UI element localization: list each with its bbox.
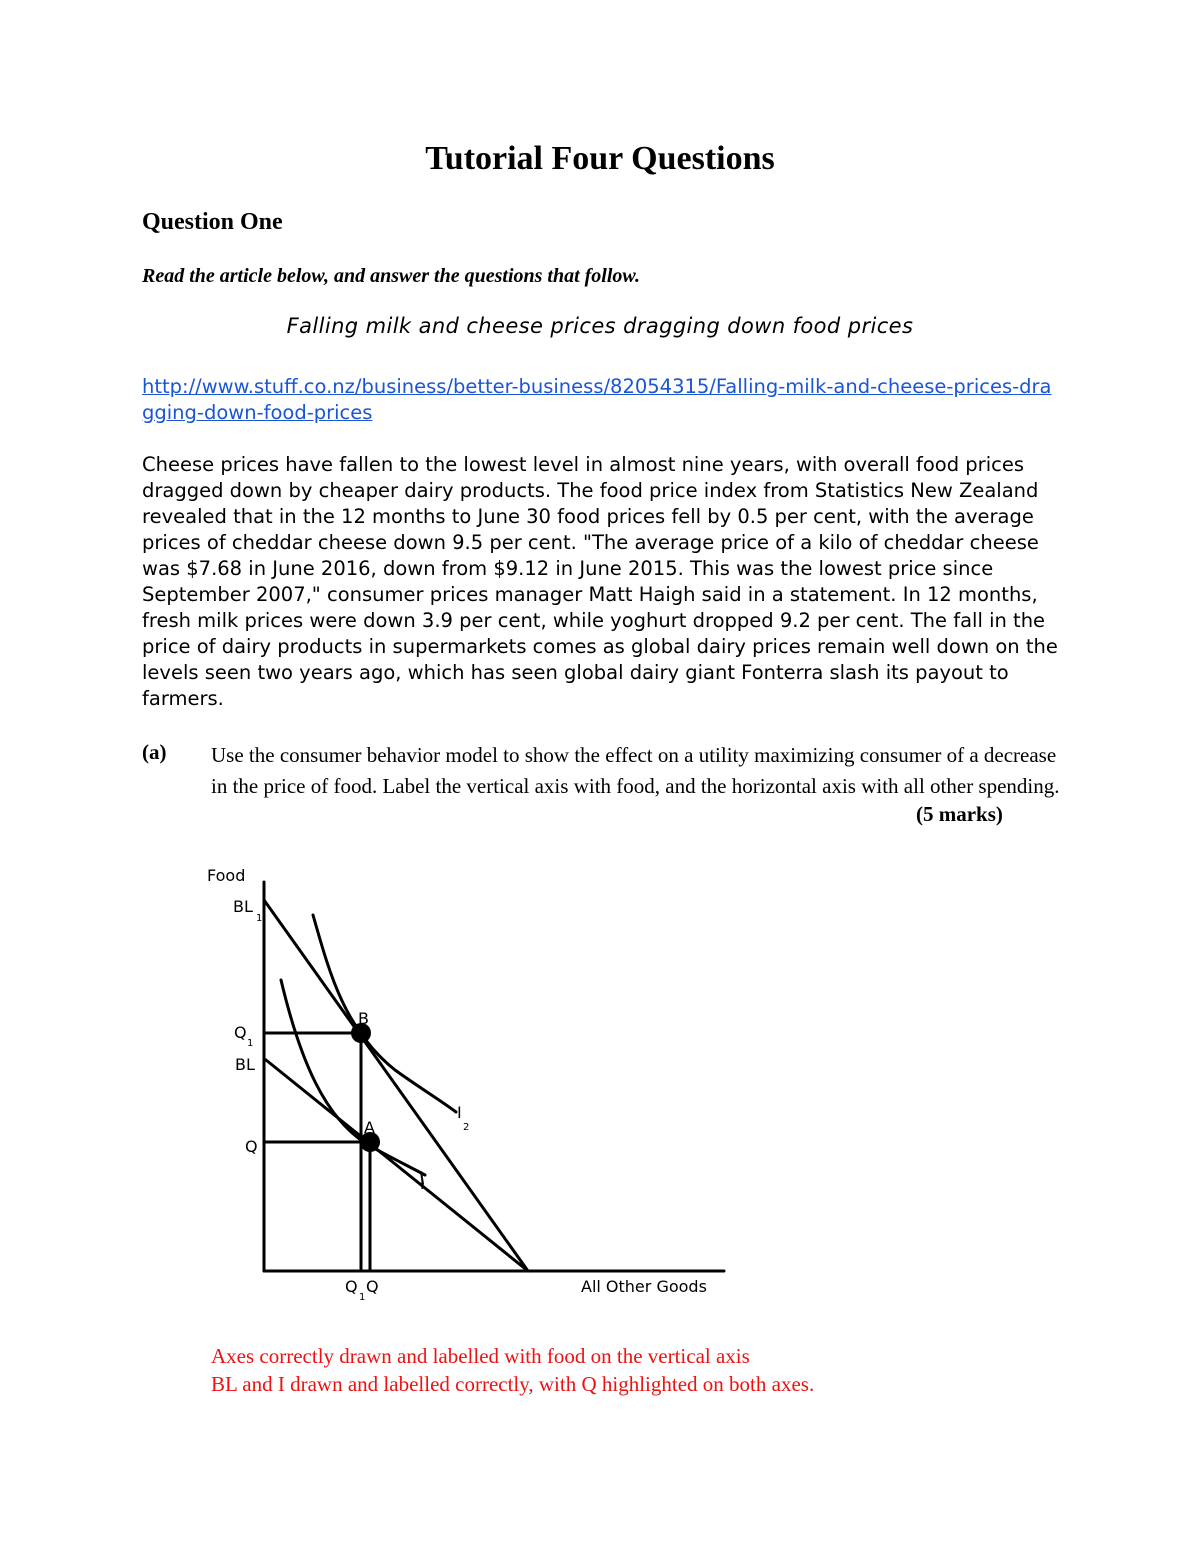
answer-notes <box>211 1342 814 1398</box>
x-q1-subscript: 1 <box>359 1292 366 1303</box>
q1-subscript: 1 <box>247 1038 254 1049</box>
point-a-label: A <box>364 1118 375 1137</box>
question-a-label: (a) <box>142 740 167 764</box>
q-label: Q <box>245 1137 258 1156</box>
bl-label: BL <box>235 1055 255 1074</box>
q1-label: Q <box>234 1023 247 1042</box>
article-body: Cheese prices have fallen to the lowest level in almost nine years, with overall food prices dragged down by cheaper dairy products. The food price index from Statistics New Zealand revealed that in the 12 months to June 30 food prices fell by 0.5 per cent, with the average prices of cheddar cheese down 9.5 per cent. "The average price of a kilo of cheddar cheese was $7.68 in June 2016, down from $9.12 in June 2015. This was the lowest price since September 2007," consumer prices manager Matt Haigh said in a statement. In 12 months, fresh milk prices were down 3.9 per cent, while yoghurt dropped 9.2 per cent. The fall in the price of dairy products in supermarkets comes as global dairy prices remain well down on the levels seen two years ago, which has seen global dairy giant Fonterra slash its payout to farmers. <box>142 453 1058 710</box>
instruction-text: Read the article below, and answer the questions that follow. <box>142 265 641 287</box>
indifference-curve-i2 <box>313 915 456 1112</box>
answer-note-2: BL and I drawn and labelled correctly, with Q highlighted on both axes. <box>211 1372 815 1396</box>
question-a-text: Use the consumer behavior model to show the effect on a utility maximizing consumer of a decrease in the price of food. Label the vertical axis with food, and the horizontal axis with all other spending. <box>211 743 1060 798</box>
y-axis-label: Food <box>207 866 246 885</box>
x-axis-label: All Other Goods <box>581 1277 707 1296</box>
i2-subscript: 2 <box>463 1122 470 1133</box>
question-heading: Question One <box>142 209 283 235</box>
bl1-subscript: 1 <box>256 913 263 924</box>
budget-line-bl <box>266 1060 528 1271</box>
article-link[interactable]: http://www.stuff.co.nz/business/better-business/82054315/Falling-milk-and-cheese-prices-dragging-down-food-prices <box>142 375 1052 424</box>
bl1-label: BL <box>233 897 253 916</box>
marks-label: (5 marks) <box>916 802 1003 826</box>
i2-label: I <box>457 1103 462 1122</box>
x-q1-label: Q <box>345 1277 358 1296</box>
page-title: Tutorial Four Questions <box>425 140 775 177</box>
i-label: I <box>420 1177 425 1193</box>
article-title: Falling milk and cheese prices dragging down food prices <box>286 314 914 338</box>
answer-note-1: Axes correctly drawn and labelled with food on the vertical axis <box>211 1344 750 1368</box>
x-q-label: Q <box>366 1277 379 1296</box>
point-b-label: B <box>358 1009 369 1028</box>
budget-line-bl1 <box>264 900 528 1271</box>
